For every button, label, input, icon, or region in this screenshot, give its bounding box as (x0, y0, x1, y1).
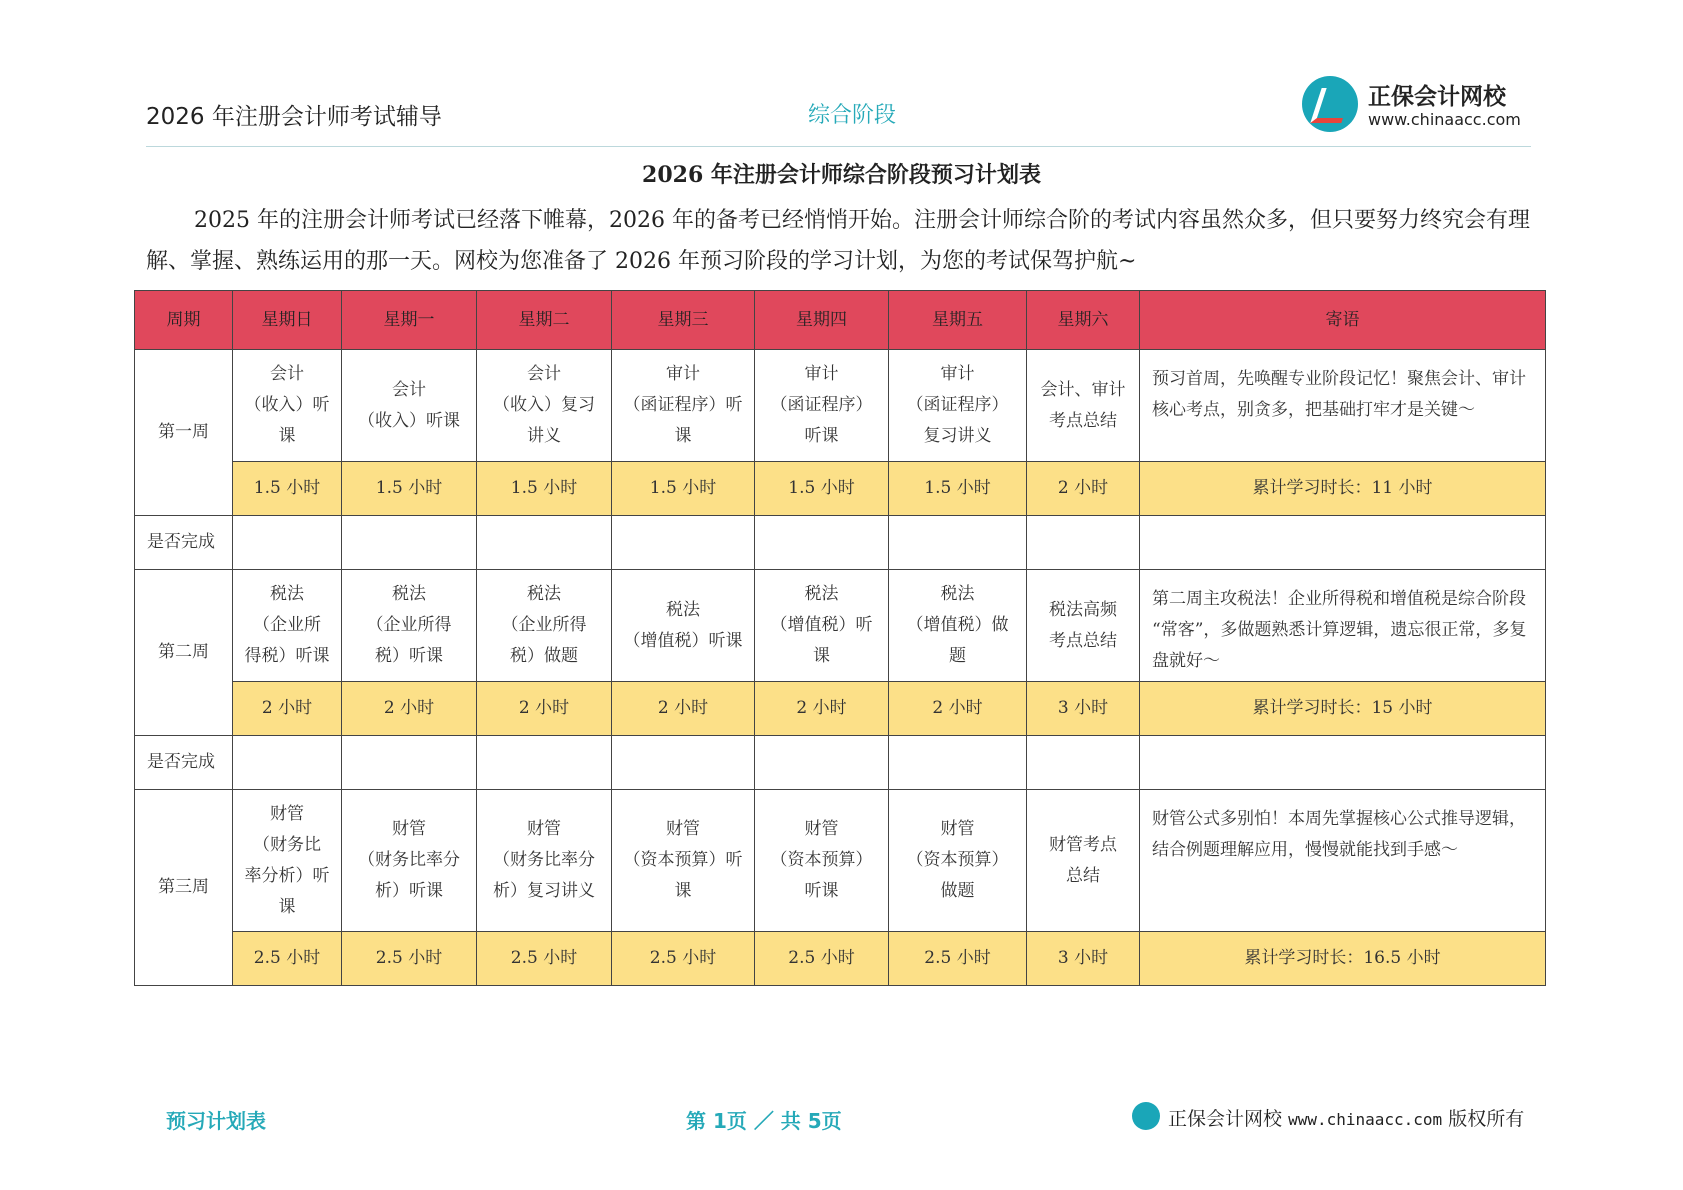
completion-checkbox-cell[interactable] (1027, 736, 1140, 790)
task-row (135, 790, 1546, 932)
week-label: 第一周 (135, 350, 233, 516)
task-cell: 会计、审计 考点总结 (1027, 350, 1140, 462)
completion-checkbox-cell[interactable] (1140, 736, 1546, 790)
task-cell: 税法 （增值税）听 课 (755, 570, 889, 682)
hours-row (135, 932, 1546, 986)
footer-brand-text (1168, 1104, 1524, 1131)
completion-checkbox-cell[interactable] (612, 516, 755, 570)
intro-paragraph: 2025 年的注册会计师考试已经落下帷幕，2026 年的备考已经悄悄开始。注册会计师综合阶的考试内容虽然众多，但只要努力终究会有理解、掌握、熟练运用的那一天。网校为您准备了 2026 年预习阶段的学习计划，为您的考试保驾护航~ (146, 208, 1530, 274)
logo-icon (1302, 76, 1358, 132)
task-cell: 审计 （函证程序） 复习讲义 (889, 350, 1027, 462)
hours-row (135, 462, 1546, 516)
encouragement-message: 财管公式多别怕！本周先掌握核心公式推导逻辑，结合例题理解应用，慢慢就能找到手感～ (1140, 790, 1546, 932)
completion-checkbox-cell[interactable] (342, 516, 477, 570)
hours-cell: 2.5 小时 (889, 932, 1027, 986)
total-hours-cell: 累计学习时长：15 小时 (1140, 682, 1546, 736)
study-plan-table (134, 290, 1546, 986)
header-cell: 星期六 (1027, 291, 1140, 350)
footer-url: www.chinaacc.com (1288, 1110, 1443, 1129)
document-title: 2026 年注册会计师综合阶段预习计划表 (642, 162, 1041, 188)
hours-cell: 3 小时 (1027, 682, 1140, 736)
completion-label: 是否完成 (135, 516, 233, 570)
hours-cell: 1.5 小时 (612, 462, 755, 516)
header-cell: 周期 (135, 291, 233, 350)
completion-checkbox-cell[interactable] (1027, 516, 1140, 570)
header-cell: 星期五 (889, 291, 1027, 350)
completion-checkbox-cell[interactable] (342, 736, 477, 790)
header-cell: 星期三 (612, 291, 755, 350)
task-cell: 审计 （函证程序）听 课 (612, 350, 755, 462)
task-cell: 税法高频 考点总结 (1027, 570, 1140, 682)
task-cell: 财管 （财务比率分 析）听课 (342, 790, 477, 932)
total-hours-cell: 累计学习时长：16.5 小时 (1140, 932, 1546, 986)
footer-brand-name: 正保会计网校 (1168, 1108, 1283, 1130)
hours-row (135, 682, 1546, 736)
task-cell: 审计 （函证程序） 听课 (755, 350, 889, 462)
task-cell: 财管考点 总结 (1027, 790, 1140, 932)
hours-cell: 1.5 小时 (755, 462, 889, 516)
footer-rights: 版权所有 (1448, 1108, 1525, 1130)
logo-name: 正保会计网校 (1368, 84, 1506, 110)
hours-cell: 1.5 小时 (477, 462, 612, 516)
task-row (135, 570, 1546, 682)
completion-label: 是否完成 (135, 736, 233, 790)
hours-cell: 2 小时 (755, 682, 889, 736)
hours-cell: 1.5 小时 (889, 462, 1027, 516)
completion-checkbox-cell[interactable] (755, 516, 889, 570)
task-cell: 财管 （资本预算）听 课 (612, 790, 755, 932)
hours-cell: 2.5 小时 (755, 932, 889, 986)
task-cell: 财管 （财务比 率分析）听 课 (233, 790, 342, 932)
completion-checkbox-cell[interactable] (889, 736, 1027, 790)
header-cell: 寄语 (1140, 291, 1546, 350)
encouragement-message: 预习首周，先唤醒专业阶段记忆！聚焦会计、审计核心考点，别贪多，把基础打牢才是关键～ (1140, 350, 1546, 462)
completion-checkbox-cell[interactable] (233, 516, 342, 570)
hours-cell: 2.5 小时 (233, 932, 342, 986)
brand-logo (1302, 76, 1522, 136)
week-label: 第二周 (135, 570, 233, 736)
footer-logo-icon (1132, 1102, 1160, 1130)
completion-checkbox-cell[interactable] (755, 736, 889, 790)
header-cell: 星期一 (342, 291, 477, 350)
hours-cell: 1.5 小时 (233, 462, 342, 516)
hours-cell: 2.5 小时 (477, 932, 612, 986)
completion-checkbox-cell[interactable] (1140, 516, 1546, 570)
hours-cell: 2.5 小时 (612, 932, 755, 986)
task-cell: 财管 （资本预算） 听课 (755, 790, 889, 932)
header-divider (146, 146, 1531, 147)
table-header-row (135, 291, 1546, 350)
header-cell: 星期四 (755, 291, 889, 350)
hours-cell: 2 小时 (612, 682, 755, 736)
completion-row (135, 736, 1546, 790)
task-cell: 税法 （增值税）听课 (612, 570, 755, 682)
completion-checkbox-cell[interactable] (889, 516, 1027, 570)
encouragement-message: 第二周主攻税法！企业所得税和增值税是综合阶段 “常客”，多做题熟悉计算逻辑，遗忘很正常，多复盘就好～ (1140, 570, 1546, 682)
footer-page-number: 第 1页 ／ 共 5页 (686, 1109, 842, 1133)
task-cell: 税法 （企业所得 税）听课 (342, 570, 477, 682)
hours-cell: 3 小时 (1027, 932, 1140, 986)
task-row (135, 350, 1546, 462)
task-cell: 税法 （增值税）做 题 (889, 570, 1027, 682)
completion-checkbox-cell[interactable] (233, 736, 342, 790)
task-cell: 税法 （企业所 得税）听课 (233, 570, 342, 682)
total-hours-cell: 累计学习时长：11 小时 (1140, 462, 1546, 516)
hours-cell: 1.5 小时 (342, 462, 477, 516)
hours-cell: 2 小时 (889, 682, 1027, 736)
hours-cell: 2 小时 (477, 682, 612, 736)
header-stage-label: 综合阶段 (808, 103, 897, 128)
completion-checkbox-cell[interactable] (477, 736, 612, 790)
logo-url: www.chinaacc.com (1368, 110, 1521, 129)
completion-checkbox-cell[interactable] (477, 516, 612, 570)
header-left-title: 2026 年注册会计师考试辅导 (146, 104, 442, 130)
task-cell: 财管 （资本预算） 做题 (889, 790, 1027, 932)
completion-row (135, 516, 1546, 570)
task-cell: 税法 （企业所得 税）做题 (477, 570, 612, 682)
task-cell: 会计 （收入）复习 讲义 (477, 350, 612, 462)
week-label: 第三周 (135, 790, 233, 986)
footer-doc-name: 预习计划表 (166, 1109, 266, 1133)
completion-checkbox-cell[interactable] (612, 736, 755, 790)
hours-cell: 2 小时 (1027, 462, 1140, 516)
hours-cell: 2 小时 (233, 682, 342, 736)
task-cell: 会计 （收入）听课 (342, 350, 477, 462)
task-cell: 会计 （收入）听 课 (233, 350, 342, 462)
task-cell: 财管 （财务比率分 析）复习讲义 (477, 790, 612, 932)
hours-cell: 2 小时 (342, 682, 477, 736)
header-cell: 星期日 (233, 291, 342, 350)
hours-cell: 2.5 小时 (342, 932, 477, 986)
header-cell: 星期二 (477, 291, 612, 350)
